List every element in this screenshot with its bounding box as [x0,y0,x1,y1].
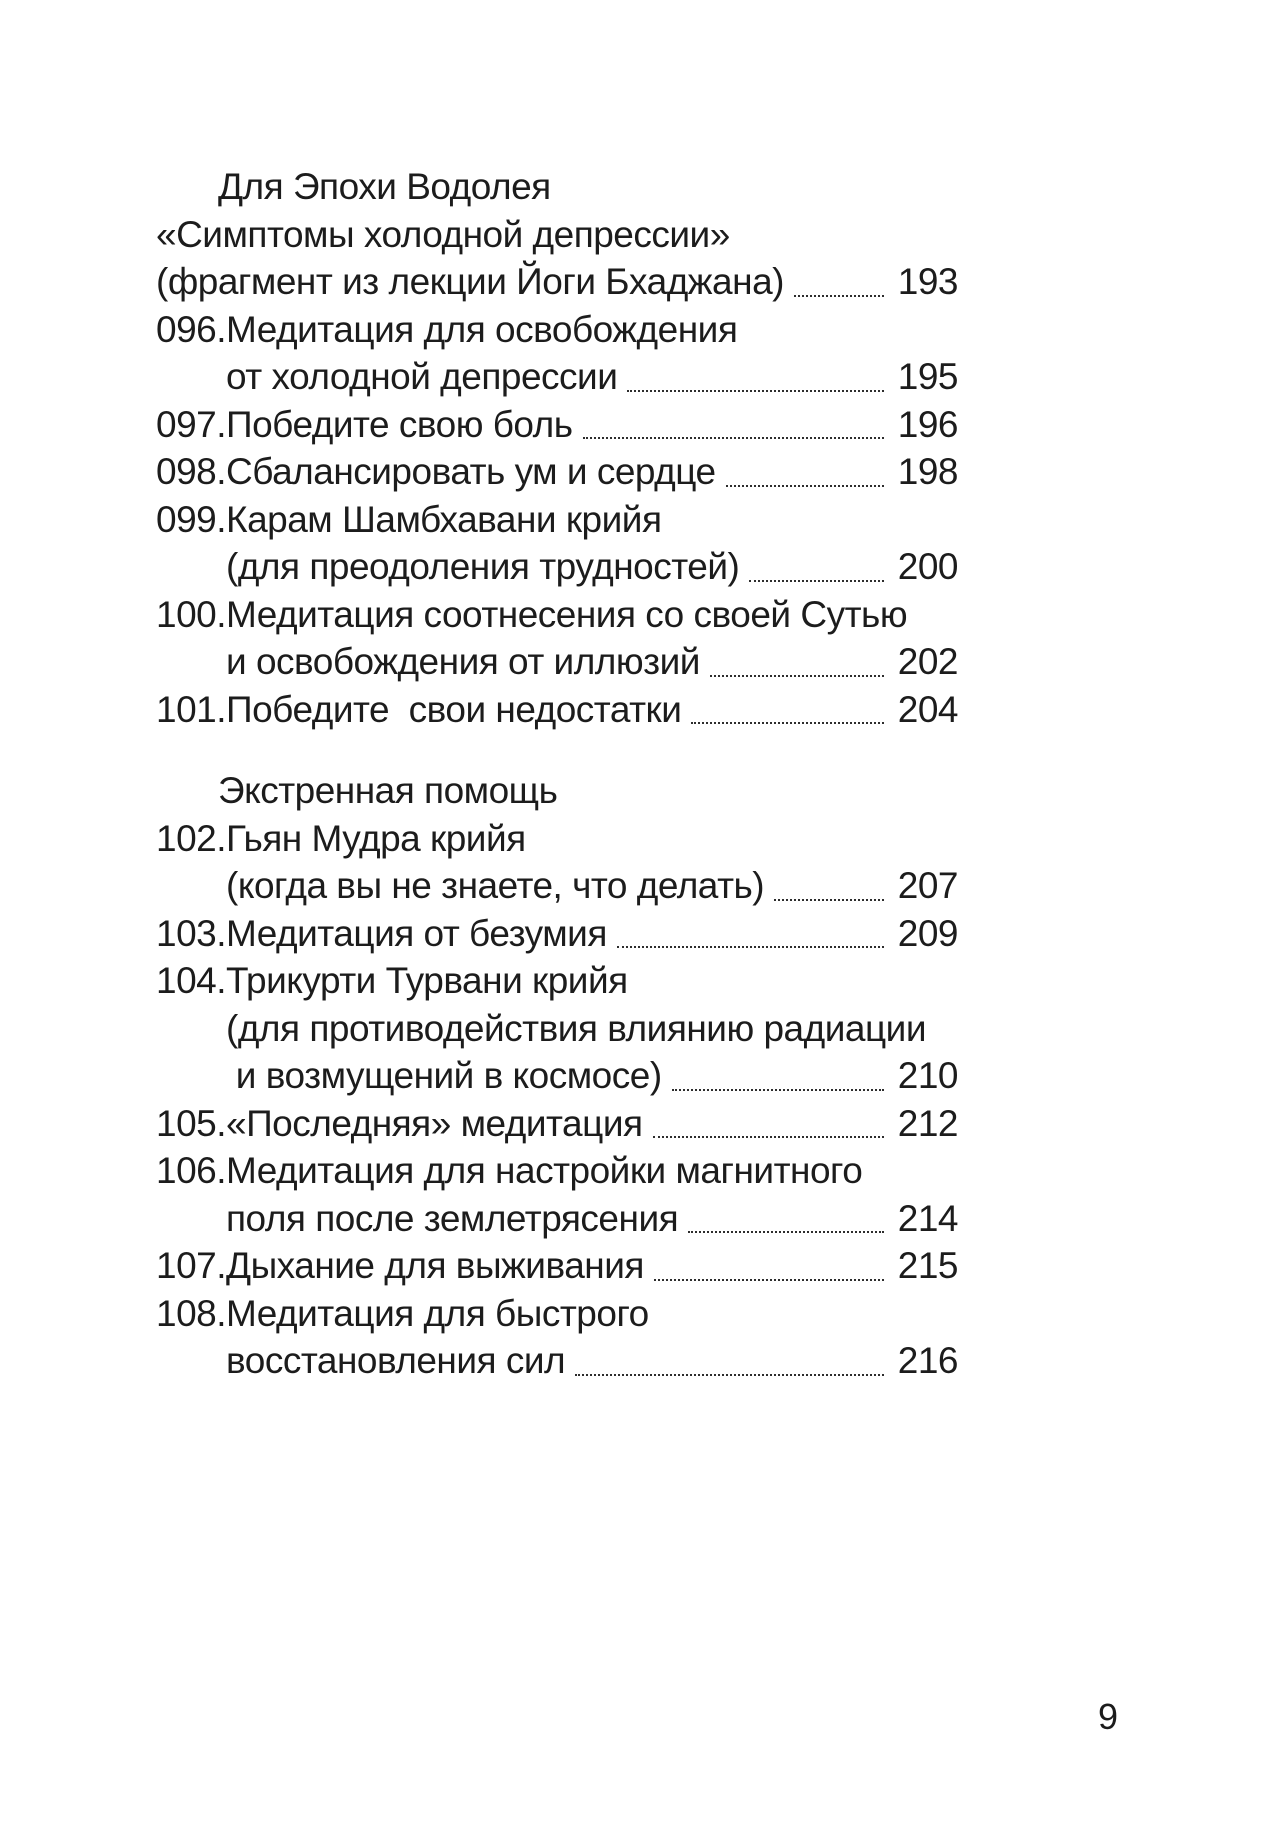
entry-number: 101. [156,688,227,730]
entry-page-number: 210 [897,1055,958,1096]
toc-entry [156,211,958,306]
dot-leader [575,1374,884,1376]
table-of-contents [156,163,958,1385]
entry-page-number: 202 [897,641,958,682]
entry-page-number: 200 [897,546,958,587]
toc-entry-line [226,1242,958,1290]
entry-number: 097. [156,403,227,445]
entry-title-text: (фрагмент из лекции Йоги Бхаджана) [156,261,784,302]
dot-leader [654,1279,884,1281]
entry-title-text: от холодной депрессии [226,356,618,397]
entry-page-number: 214 [897,1197,958,1239]
toc-entry-line [226,1100,958,1148]
toc-entry [156,1242,958,1290]
toc-entry-line [156,258,958,306]
toc-entry [156,1100,958,1148]
toc-entry [156,401,958,449]
entry-title-text: Медитация для настройки магнитного [226,1150,863,1191]
toc-entry-line [226,1005,958,1053]
entry-page-number: 209 [897,912,958,954]
entry-title-text: Медитация для быстрого [226,1292,649,1334]
dot-leader [710,675,884,677]
entry-title-text: Победите свою боль [226,403,573,445]
entry-title-text: восстановления сил [226,1340,566,1381]
toc-entry [156,815,958,910]
toc-entry-line [226,496,958,544]
entry-number: 108. [156,1292,227,1334]
toc-entry-line [226,353,958,401]
entry-title-text: Медитация соотнесения со своей Сутью [226,593,908,635]
dot-leader [794,295,884,297]
toc-entry-line [226,1290,958,1338]
toc-entry-line [226,1337,958,1385]
entry-number: 098. [156,451,227,492]
entry-page-number: 193 [897,261,958,302]
dot-leader [583,437,884,439]
entry-title-text: Карам Шамбхавани крийя [226,498,662,540]
entry-title-text: «Симптомы холодной депрессии» [156,213,730,255]
entry-page-number: 207 [897,865,958,906]
entry-title-text: (когда вы не знаете, что делать) [226,865,765,906]
dot-leader [653,1136,884,1138]
entry-title-text: Медитация для освобождения [226,308,738,350]
toc-entry-line [226,686,958,734]
entry-title-text: Медитация от безумия [226,912,607,954]
entry-title-text: Гьян Мудра крийя [226,817,526,859]
dot-leader [688,1231,884,1233]
dot-leader [726,485,884,487]
entry-title-text: Победите свои недостатки [226,688,682,730]
folio-page-number: 9 [1097,1696,1119,1737]
entry-number: 099. [156,498,227,540]
entry-title-text: «Последняя» медитация [226,1102,643,1144]
entry-title-text: поля после землетрясения [226,1197,679,1239]
toc-entry-line [226,638,958,686]
toc-entry-line [226,1195,958,1243]
entry-number: 096. [156,308,227,350]
entry-page-number: 195 [897,356,958,397]
entry-page-number: 212 [897,1102,958,1144]
entry-number: 107. [156,1245,227,1286]
dot-leader [691,722,884,724]
section-heading: Для Эпохи Водолея [218,166,551,207]
toc-entry [156,306,958,401]
toc-entry [156,957,958,1100]
entry-title-text: Трикурти Турвани крийя [226,960,628,1001]
toc-entry-line [226,957,958,1005]
entry-title-text: и освобождения от иллюзий [226,641,700,682]
dot-leader [617,946,884,948]
entry-page-number: 204 [897,688,958,730]
toc-entry [156,496,958,591]
toc-entry-line [226,543,958,591]
entry-page-number: 198 [897,451,958,492]
toc-entry-line [226,306,958,354]
toc-entry-line [156,211,958,259]
entry-number: 104. [156,960,227,1001]
entry-page-number: 216 [897,1340,958,1381]
entry-title-text: и возмущений в космосе) [226,1055,662,1096]
entry-page-number: 196 [897,403,958,445]
toc-entry [156,1290,958,1385]
toc-section [156,163,958,733]
toc-entry-line [226,1052,958,1100]
entry-number: 102. [156,817,227,859]
entry-number: 106. [156,1150,227,1191]
toc-entry [156,591,958,686]
entry-number: 103. [156,912,227,954]
toc-entry [156,686,958,734]
toc-entry-line [226,815,958,863]
dot-leader [627,390,884,392]
dot-leader [749,580,884,582]
entry-number: 105. [156,1102,227,1144]
entry-number: 100. [156,593,227,635]
toc-entry [156,448,958,496]
toc-entry-line [226,862,958,910]
toc-entry-line [226,591,958,639]
dot-leader [774,899,884,901]
toc-entry [156,1147,958,1242]
toc-entry-line [226,910,958,958]
entry-page-number: 215 [897,1245,958,1286]
section-heading: Экстренная помощь [218,770,558,811]
toc-section [156,767,958,1385]
toc-entry-line [226,448,958,496]
entry-title-text: (для преодоления трудностей) [226,546,740,587]
entry-title-text: (для противодействия влиянию радиации [226,1007,926,1049]
entry-title-text: Сбалансировать ум и сердце [226,451,716,492]
toc-entry-line [226,1147,958,1195]
entry-title-text: Дыхание для выживания [226,1245,644,1286]
toc-entry [156,910,958,958]
toc-entry-line [226,401,958,449]
dot-leader [672,1089,884,1091]
